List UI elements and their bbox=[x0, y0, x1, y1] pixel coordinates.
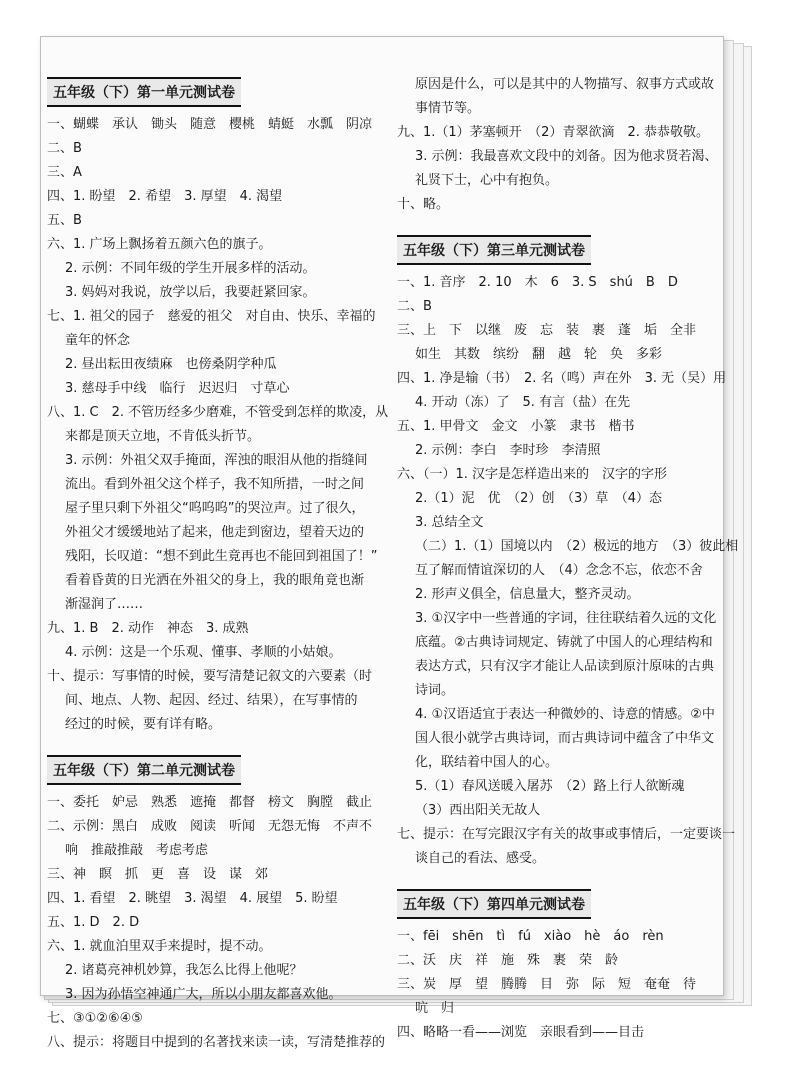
section-title-row bbox=[397, 231, 719, 271]
answer-subline: 如生 其数 缤纷 翻 越 轮 奂 多彩 bbox=[415, 347, 663, 362]
answer-subline: 5.（1）春风送暖入屠苏 （2）路上行人欲断魂 bbox=[415, 779, 685, 794]
answer-key-page bbox=[40, 36, 739, 1050]
answer-subline: （二）1.（1）国境以内 （2）极远的地方 （3）彼此相 bbox=[415, 539, 739, 554]
answer-subline: 3. 妈妈对我说，放学以后，我要赶紧回家。 bbox=[65, 285, 316, 300]
answer-line: 三、炭 厚 望 腾腾 目 弥 际 短 奄奄 待 bbox=[397, 977, 697, 992]
answer-line: 六、1. 广场上飘扬着五颜六色的旗子。 bbox=[47, 237, 272, 252]
answer-subline: （3）西出阳关无故人 bbox=[415, 803, 541, 818]
answer-subline: 来都是顶天立地，不肯低头折节。 bbox=[65, 429, 261, 444]
answer-subline: 3. ①汉字中一些普通的字词，往往联结着久远的文化 bbox=[415, 611, 717, 626]
answer-line: 一、fēi shēn tì fú xiào hè áo rèn bbox=[397, 929, 664, 944]
answer-line: 五、1. D 2. D bbox=[47, 915, 140, 930]
answer-line: 四、1. 盼望 2. 希望 3. 厚望 4. 渴望 bbox=[47, 189, 283, 204]
answer-subline: 外祖父才缓缓地站了起来，他走到窗边，望着天边的 bbox=[65, 525, 365, 540]
answer-subline: 底蕴。②古典诗词规定、铸就了中国人的心理结构和 bbox=[415, 635, 713, 650]
section-gap bbox=[47, 737, 369, 751]
answer-line: 四、略略一看——浏览 亲眼看到——目击 bbox=[397, 1025, 645, 1040]
answer-line: 二、B bbox=[47, 141, 82, 156]
answer-subline: 化，联结着中国人的心。 bbox=[415, 755, 559, 770]
answer-subline: 3. 总结全文 bbox=[415, 515, 484, 530]
section-title-row bbox=[397, 885, 719, 925]
answer-line: 六、（一）1. 汉字是怎样造出来的 汉字的字形 bbox=[397, 467, 668, 482]
answer-line: 五、B bbox=[47, 213, 82, 228]
answer-subline: 吭 归 bbox=[415, 1001, 455, 1016]
answer-line: 九、1.（1）茅塞顿开 （2）青翠欲滴 2. 恭恭敬敬。 bbox=[397, 125, 709, 140]
answer-line: 七、1. 祖父的园子 慈爱的祖父 对自由、快乐、幸福的 bbox=[47, 309, 376, 324]
answer-line: 十、略。 bbox=[397, 197, 450, 212]
answer-line: 四、1. 净是输（书） 2. 名（鸣）声在外 3. 无（吴）用 bbox=[397, 371, 727, 386]
answer-subline: 渐湿润了…… bbox=[65, 597, 144, 612]
answer-subline: 4. ①汉语适宜于表达一种微妙的、诗意的情感。②中 bbox=[415, 707, 715, 722]
answer-subline: 3. 示例：我最喜欢文段中的刘备。因为他求贤若渴、 bbox=[415, 149, 718, 164]
answer-line: 八、提示：将题目中提到的名著找来读一读，写清楚推荐的 bbox=[47, 1035, 386, 1050]
answer-subline: 4. 示例：这是一个乐观、懂事、孝顺的小姑娘。 bbox=[65, 645, 342, 660]
section-title-row bbox=[47, 751, 369, 791]
answer-subline: 2. 示例：李白 李时珍 李清照 bbox=[415, 443, 601, 458]
answer-subline: 2. 昼出耘田夜绩麻 也傍桑阴学种瓜 bbox=[65, 357, 277, 372]
section-title: 五年级（下）第三单元测试卷 bbox=[397, 235, 591, 265]
section-title: 五年级（下）第二单元测试卷 bbox=[47, 755, 241, 785]
section-title: 五年级（下）第一单元测试卷 bbox=[47, 77, 241, 107]
answer-line: 七、③①②⑥④⑤ bbox=[47, 1011, 143, 1026]
answer-line: 四、1. 看望 2. 眺望 3. 渴望 4. 展望 5. 盼望 bbox=[47, 891, 338, 906]
answer-subline: 间、地点、人物、起因、经过、结果），在写事情的 bbox=[65, 693, 358, 708]
answer-line: 一、委托 妒忌 熟悉 遮掩 都督 榜文 胸膛 截止 bbox=[47, 795, 373, 810]
answer-subline: 互了解而情谊深切的人 （4）念念不忘，依恋不舍 bbox=[415, 563, 703, 578]
section-title: 五年级（下）第四单元测试卷 bbox=[397, 889, 591, 919]
answer-subline: 看着昏黄的日光洒在外祖父的身上，我的眼角竟也渐 bbox=[65, 573, 365, 588]
answer-subline: 屋子里只剩下外祖父“呜呜呜”的哭泣声。过了很久， bbox=[65, 501, 365, 516]
answer-subline: 3. 因为孙悟空神通广大，所以小朋友都喜欢他。 bbox=[65, 987, 342, 1002]
answer-subline: 原因是什么，可以是其中的人物描写、叙事方式或故 bbox=[415, 77, 715, 92]
answer-line: 一、1. 音序 2. 10 木 6 3. S shú B D bbox=[397, 275, 678, 290]
answer-subline: 2. 示例：不同年级的学生开展多样的活动。 bbox=[65, 261, 316, 276]
answer-line: 二、沃 庆 祥 施 殊 裹 荣 龄 bbox=[397, 953, 619, 968]
answer-subline: 2. 诸葛亮神机妙算，我怎么比得上他呢？ bbox=[65, 963, 303, 978]
answer-subline: 国人很小就学古典诗词，而古典诗词中蕴含了中华文 bbox=[415, 731, 715, 746]
right-column bbox=[397, 73, 739, 1045]
answer-line: 七、提示：在写完跟汉字有关的故事或事情后，一定要谈一 bbox=[397, 827, 736, 842]
answer-line: 八、1. C 2. 不管历经多少磨难，不管受到怎样的欺凌，从 bbox=[47, 405, 389, 420]
answer-subline: 3. 示例：外祖父双手掩面，浑浊的眼泪从他的指缝间 bbox=[65, 453, 368, 468]
answer-subline: 响 推敲推敲 考虑考虑 bbox=[65, 843, 209, 858]
answer-subline: 诗词。 bbox=[415, 683, 455, 698]
section-gap bbox=[397, 871, 719, 885]
answer-line: 五、1. 甲骨文 金文 小篆 隶书 楷书 bbox=[397, 419, 635, 434]
answer-subline: 经过的时候，要有详有略。 bbox=[65, 717, 222, 732]
answer-subline: 礼贤下士，心中有抱负。 bbox=[415, 173, 559, 188]
answer-subline: 2.（1）泥 优 （2）创 （3）草 （4）态 bbox=[415, 491, 662, 506]
answer-line: 十、提示：写事情的时候，要写清楚记叙文的六要素（时 bbox=[47, 669, 373, 684]
answer-subline: 3. 慈母手中线 临行 迟迟归 寸草心 bbox=[65, 381, 290, 396]
answer-subline: 谈自己的看法、感受。 bbox=[415, 851, 546, 866]
answer-line: 三、上 下 以继 废 忘 装 裹 蓬 垢 全非 bbox=[397, 323, 697, 338]
answer-subline: 表达方式，只有汉字才能让人品读到原汁原味的古典 bbox=[415, 659, 715, 674]
answer-subline: 残阳，长叹道：“想不到此生竟再也不能回到祖国了！” bbox=[65, 549, 378, 564]
answer-line: 九、1. B 2. 动作 神态 3. 成熟 bbox=[47, 621, 249, 636]
answer-line: 二、B bbox=[397, 299, 432, 314]
answer-subline: 事情节等。 bbox=[415, 101, 481, 116]
answer-subline: 童年的怀念 bbox=[65, 333, 131, 348]
section-title-row bbox=[47, 73, 369, 113]
answer-line: 六、1. 就血泊里双手来提时，提不动。 bbox=[47, 939, 272, 954]
answer-line: 三、A bbox=[47, 165, 82, 180]
answer-subline: 流出。看到外祖父这个样子，我不知所措，一时之间 bbox=[65, 477, 365, 492]
answer-line: 一、蝴蝶 承认 锄头 随意 樱桃 蜻蜓 水瓢 阴凉 bbox=[47, 117, 373, 132]
answer-line: 二、示例：黑白 成败 阅读 听闻 无怨无悔 不声不 bbox=[47, 819, 373, 834]
left-column bbox=[47, 73, 389, 1055]
section-gap bbox=[397, 217, 719, 231]
answer-line: 三、神 瞑 抓 更 喜 设 谋 郊 bbox=[47, 867, 269, 882]
answer-subline: 2. 形声义俱全，信息量大，整齐灵动。 bbox=[415, 587, 640, 602]
answer-subline: 4. 开动（冻）了 5. 有言（盐）在先 bbox=[415, 395, 631, 410]
